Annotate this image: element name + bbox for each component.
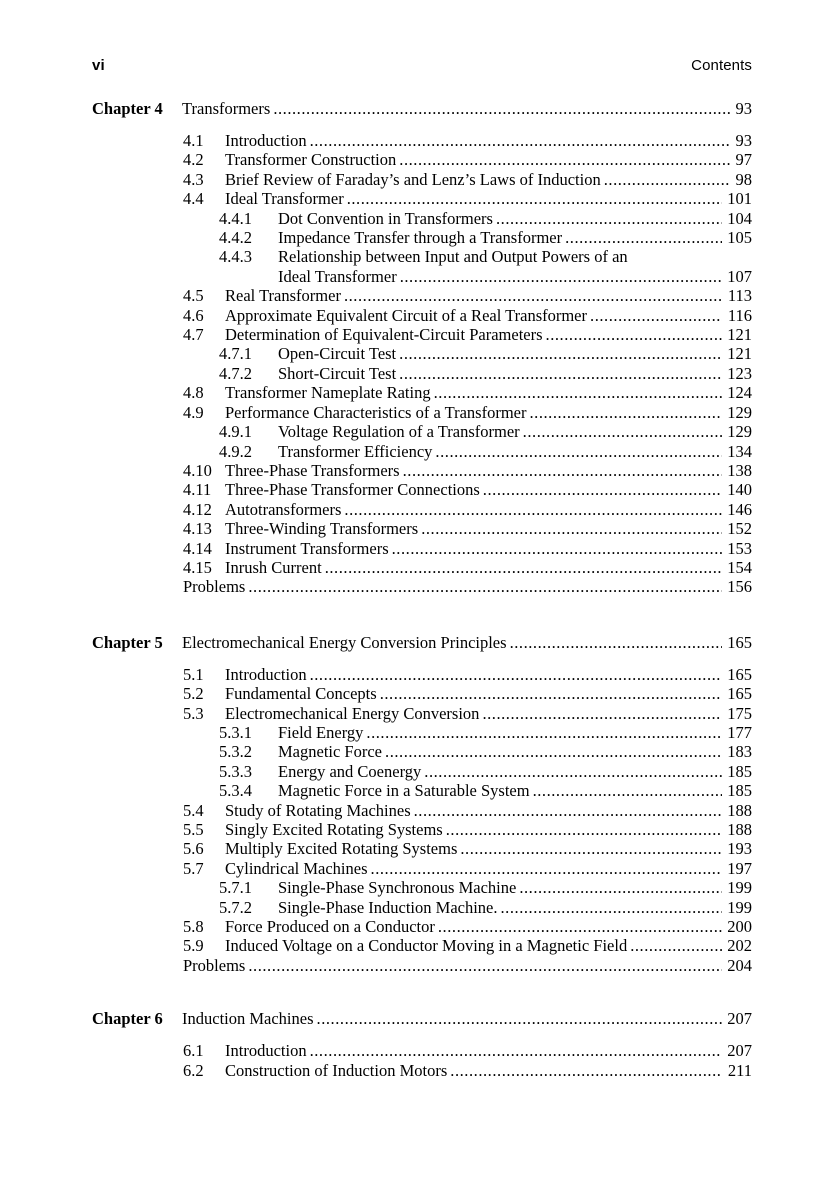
section-page-number: 140 — [727, 480, 752, 500]
section-page-number: 116 — [727, 305, 752, 325]
leader-dots — [310, 667, 722, 684]
subsection-title: Single-Phase Synchronous Machine — [278, 878, 517, 898]
section-page-number: 188 — [727, 800, 752, 820]
leader-dots — [392, 541, 722, 558]
problems-row[interactable] — [92, 956, 752, 975]
page-folio: vi — [92, 57, 105, 74]
section-number: 4.14 — [183, 538, 212, 558]
section-page-number: 121 — [727, 325, 752, 345]
subsection-title: Field Energy — [278, 722, 364, 742]
section-title: Induced Voltage on a Conductor Moving in a Magnetic Field — [225, 936, 628, 956]
subsection-page-number: 199 — [727, 878, 752, 898]
section-number: 4.4 — [183, 189, 204, 209]
chapter-title: Transformers — [182, 99, 271, 118]
section-number: 5.4 — [183, 800, 204, 820]
subsection-title: Magnetic Force in a Saturable System — [278, 781, 530, 801]
section-row[interactable] — [92, 500, 752, 519]
running-head — [92, 55, 752, 77]
leader-dots — [523, 424, 722, 441]
section-page-number: 113 — [727, 286, 752, 306]
section-row[interactable] — [92, 839, 752, 858]
section-title: Performance Characteristics of a Transformer — [225, 402, 527, 422]
leader-dots — [380, 686, 722, 703]
section-page-number: 138 — [727, 460, 752, 480]
section-number: 5.8 — [183, 917, 204, 937]
subsection-page-number: 129 — [727, 422, 752, 442]
subsection-row[interactable] — [92, 781, 752, 800]
section-title: Determination of Equivalent-Circuit Parameters — [225, 325, 543, 345]
section-title: Transformer Nameplate Rating — [225, 383, 431, 403]
section-page-number: 200 — [727, 917, 752, 937]
section-row[interactable] — [92, 306, 752, 325]
subsection-page-number: 123 — [727, 363, 752, 383]
leader-dots — [366, 725, 722, 742]
running-head-label: Contents — [691, 57, 752, 74]
leader-dots — [371, 861, 722, 878]
section-page-number: 188 — [727, 820, 752, 839]
section-row[interactable] — [92, 558, 752, 577]
section-row[interactable] — [92, 325, 752, 344]
section-title: Autotransformers — [225, 499, 342, 519]
section-title: Brief Review of Faraday’s and Lenz’s Laws of Induction — [225, 169, 601, 189]
subsection-number: 5.3.2 — [219, 742, 252, 762]
section-title: Study of Rotating Machines — [225, 800, 411, 820]
section-number: 4.15 — [183, 557, 212, 577]
chapter-heading-spacer — [92, 653, 752, 665]
subsection-title: Energy and Coenergy — [278, 761, 422, 781]
section-title: Three-Phase Transformers — [225, 460, 400, 480]
section-title: Instrument Transformers — [225, 538, 389, 558]
section-title: Multiply Excited Rotating Systems — [225, 839, 458, 859]
problems-row[interactable] — [92, 577, 752, 596]
section-row[interactable] — [92, 936, 752, 955]
section-page-number: 197 — [727, 858, 752, 878]
subsection-page-number: 105 — [727, 228, 752, 248]
leader-dots — [385, 744, 722, 761]
leader-dots — [248, 958, 722, 975]
section-page-number: 146 — [727, 499, 752, 519]
section-row[interactable] — [92, 1061, 752, 1080]
section-page-number: 153 — [727, 538, 752, 558]
section-title: Introduction — [225, 1041, 307, 1061]
chapter-heading-spacer — [92, 1029, 752, 1041]
leader-dots — [446, 822, 722, 839]
subsection-number: 5.7.1 — [219, 878, 252, 898]
section-row[interactable] — [92, 480, 752, 499]
subsection-row[interactable] — [92, 228, 752, 247]
section-row[interactable] — [92, 1041, 752, 1060]
subsection-title: Impedance Transfer through a Transformer — [278, 228, 563, 248]
problems-page-number: 204 — [727, 955, 752, 975]
subsection-title: Voltage Regulation of a Transformer — [278, 422, 520, 442]
section-row[interactable] — [92, 189, 752, 208]
subsection-page-number: 104 — [727, 208, 752, 228]
section-page-number: 165 — [727, 684, 752, 704]
subsection-page-number: 107 — [727, 266, 752, 286]
subsection-page-number: 177 — [727, 722, 752, 742]
table-of-contents — [92, 98, 752, 1080]
subsection-row[interactable] — [92, 878, 752, 897]
leader-dots — [519, 880, 722, 897]
section-title: Three-Phase Transformer Connections — [225, 480, 480, 500]
subsection-page-number: 185 — [727, 761, 752, 781]
section-number: 4.5 — [183, 286, 204, 306]
section-title: Construction of Induction Motors — [225, 1060, 448, 1080]
section-page-number: 211 — [727, 1060, 752, 1080]
subsection-row[interactable] — [92, 344, 752, 363]
subsection-number: 5.7.2 — [219, 897, 252, 917]
section-number: 4.10 — [183, 460, 212, 480]
subsection-number: 4.4.3 — [219, 247, 252, 267]
subsection-number: 4.9.1 — [219, 422, 252, 442]
subsection-number: 4.4.1 — [219, 208, 252, 228]
leader-dots — [344, 288, 722, 305]
leader-dots — [403, 463, 722, 480]
section-number: 6.1 — [183, 1041, 204, 1061]
leader-dots — [399, 152, 730, 169]
subsection-title: Dot Convention in Transformers — [278, 208, 493, 228]
section-page-number: 165 — [727, 664, 752, 684]
section-title: Transformer Construction — [225, 150, 397, 170]
leader-dots — [438, 919, 722, 936]
subsection-number: 4.7.1 — [219, 344, 252, 364]
chapter-title: Electromechanical Energy Conversion Principles — [182, 632, 507, 652]
section-number: 4.8 — [183, 383, 204, 403]
subsection-number: 4.7.2 — [219, 363, 252, 383]
section-row[interactable] — [92, 704, 752, 723]
leader-dots — [399, 366, 722, 383]
subsection-title: Short-Circuit Test — [278, 363, 397, 383]
section-number: 4.11 — [183, 480, 212, 500]
subsection-row[interactable] — [92, 742, 752, 761]
leader-dots — [347, 191, 722, 208]
section-row[interactable] — [92, 917, 752, 936]
subsection-row[interactable] — [92, 723, 752, 742]
section-row[interactable] — [92, 286, 752, 305]
section-page-number: 101 — [727, 189, 752, 209]
section-title: Fundamental Concepts — [225, 684, 377, 704]
leader-dots — [310, 1043, 722, 1060]
section-row[interactable] — [92, 461, 752, 480]
subsection-title-continuation-row[interactable] — [92, 267, 752, 286]
subsection-title-continuation: Ideal Transformer — [278, 266, 397, 286]
section-row[interactable] — [92, 131, 752, 150]
chapter-label: Chapter 4 — [92, 99, 163, 118]
section-number: 5.6 — [183, 839, 204, 859]
subsection-row[interactable] — [92, 209, 752, 228]
leader-dots — [533, 783, 722, 800]
section-page-number: 97 — [735, 150, 752, 170]
chapter-title: Induction Machines — [182, 1009, 314, 1029]
leader-dots — [565, 230, 722, 247]
section-page-number: 129 — [727, 402, 752, 422]
subsection-page-number: 134 — [727, 441, 752, 461]
leader-dots — [482, 706, 722, 723]
leader-dots — [450, 1063, 722, 1080]
chapter-label: Chapter 5 — [92, 632, 163, 652]
leader-dots — [510, 635, 722, 652]
leader-dots — [325, 560, 722, 577]
leader-dots — [434, 385, 722, 402]
leader-dots — [399, 346, 722, 363]
section-page-number: 202 — [727, 936, 752, 956]
leader-dots — [421, 521, 722, 538]
section-number: 4.7 — [183, 325, 204, 345]
subsection-number: 4.4.2 — [219, 228, 252, 248]
section-number: 5.2 — [183, 684, 204, 704]
section-row[interactable] — [92, 170, 752, 189]
section-row[interactable] — [92, 665, 752, 684]
chapter-label: Chapter 6 — [92, 1009, 163, 1029]
subsection-page-number: 121 — [727, 344, 752, 364]
section-number: 5.3 — [183, 703, 204, 723]
problems-label: Problems — [183, 955, 246, 975]
subsection-page-number: 183 — [727, 742, 752, 762]
section-page-number: 152 — [727, 519, 752, 539]
section-row[interactable] — [92, 820, 752, 839]
leader-dots — [483, 482, 722, 499]
subsection-title: Transformer Efficiency — [278, 441, 433, 461]
chapter-page-number: 207 — [727, 1009, 752, 1029]
chapter-spacer — [92, 597, 752, 632]
leader-dots — [546, 327, 722, 344]
subsection-number: 5.3.1 — [219, 722, 252, 742]
subsection-title: Single-Phase Induction Machine. — [278, 897, 498, 917]
leader-dots — [424, 764, 722, 781]
section-title: Force Produced on a Conductor — [225, 917, 435, 937]
section-number: 4.12 — [183, 499, 212, 519]
section-page-number: 93 — [735, 131, 752, 150]
leader-dots — [529, 405, 722, 422]
section-row[interactable] — [92, 519, 752, 538]
leader-dots — [435, 444, 722, 461]
section-number: 4.2 — [183, 150, 204, 170]
leader-dots — [501, 900, 723, 917]
chapter-page-number: 165 — [727, 632, 752, 652]
section-number: 4.13 — [183, 519, 212, 539]
section-title: Singly Excited Rotating Systems — [225, 820, 443, 839]
subsection-number: 4.9.2 — [219, 441, 252, 461]
subsection-number: 5.3.3 — [219, 761, 252, 781]
section-row[interactable] — [92, 859, 752, 878]
section-title: Introduction — [225, 664, 307, 684]
section-number: 4.3 — [183, 169, 204, 189]
section-row[interactable] — [92, 403, 752, 422]
subsection-page-number: 185 — [727, 781, 752, 801]
section-title: Approximate Equivalent Circuit of a Real Transformer — [225, 305, 588, 325]
section-page-number: 98 — [735, 169, 752, 189]
section-title: Three-Winding Transformers — [225, 519, 419, 539]
problems-label: Problems — [183, 577, 246, 597]
leader-dots — [248, 579, 722, 596]
section-title: Introduction — [225, 131, 307, 150]
leader-dots — [496, 211, 722, 228]
subsection-row[interactable] — [92, 247, 752, 266]
leader-dots — [317, 1011, 722, 1028]
section-number: 5.1 — [183, 664, 204, 684]
leader-dots — [460, 841, 722, 858]
section-number: 4.6 — [183, 305, 204, 325]
leader-dots — [590, 308, 722, 325]
section-page-number: 175 — [727, 703, 752, 723]
problems-page-number: 156 — [727, 577, 752, 597]
section-title: Cylindrical Machines — [225, 858, 368, 878]
section-number: 6.2 — [183, 1060, 204, 1080]
chapter-block — [92, 632, 752, 976]
subsection-title: Open-Circuit Test — [278, 344, 397, 364]
subsection-title: Magnetic Force — [278, 742, 383, 762]
section-number: 4.1 — [183, 131, 204, 150]
section-title: Ideal Transformer — [225, 189, 344, 209]
chapter-heading-row[interactable] — [92, 98, 752, 119]
section-title: Electromechanical Energy Conversion — [225, 703, 480, 723]
section-page-number: 193 — [727, 839, 752, 859]
section-row[interactable] — [92, 539, 752, 558]
section-page-number: 154 — [727, 557, 752, 577]
chapter-heading-row[interactable] — [92, 1008, 752, 1029]
section-number: 5.9 — [183, 936, 204, 956]
chapter-heading-row[interactable] — [92, 632, 752, 653]
leader-dots — [400, 269, 722, 286]
section-title: Inrush Current — [225, 557, 322, 577]
section-page-number: 207 — [727, 1041, 752, 1061]
section-row[interactable] — [92, 684, 752, 703]
subsection-row[interactable] — [92, 762, 752, 781]
chapter-block — [92, 1008, 752, 1080]
section-row[interactable] — [92, 383, 752, 402]
leader-dots — [604, 172, 730, 189]
chapter-spacer — [92, 975, 752, 1008]
section-page-number: 124 — [727, 383, 752, 403]
chapter-block — [92, 98, 752, 597]
subsection-title: Relationship between Input and Output Powers of an — [278, 247, 628, 267]
subsection-page-number: 199 — [727, 897, 752, 917]
section-number: 5.7 — [183, 858, 204, 878]
leader-dots — [630, 938, 722, 955]
section-row[interactable] — [92, 801, 752, 820]
subsection-row[interactable] — [92, 422, 752, 441]
leader-dots — [273, 101, 730, 118]
section-row[interactable] — [92, 150, 752, 169]
subsection-row[interactable] — [92, 442, 752, 461]
leader-dots — [344, 502, 722, 519]
chapter-page-number: 93 — [735, 99, 752, 118]
subsection-row[interactable] — [92, 898, 752, 917]
subsection-row[interactable] — [92, 364, 752, 383]
leader-dots — [414, 803, 722, 820]
section-title: Real Transformer — [225, 286, 341, 306]
subsection-number: 5.3.4 — [219, 781, 252, 801]
chapter-heading-spacer — [92, 119, 752, 131]
section-number: 5.5 — [183, 820, 204, 839]
leader-dots — [310, 133, 730, 150]
section-number: 4.9 — [183, 402, 204, 422]
